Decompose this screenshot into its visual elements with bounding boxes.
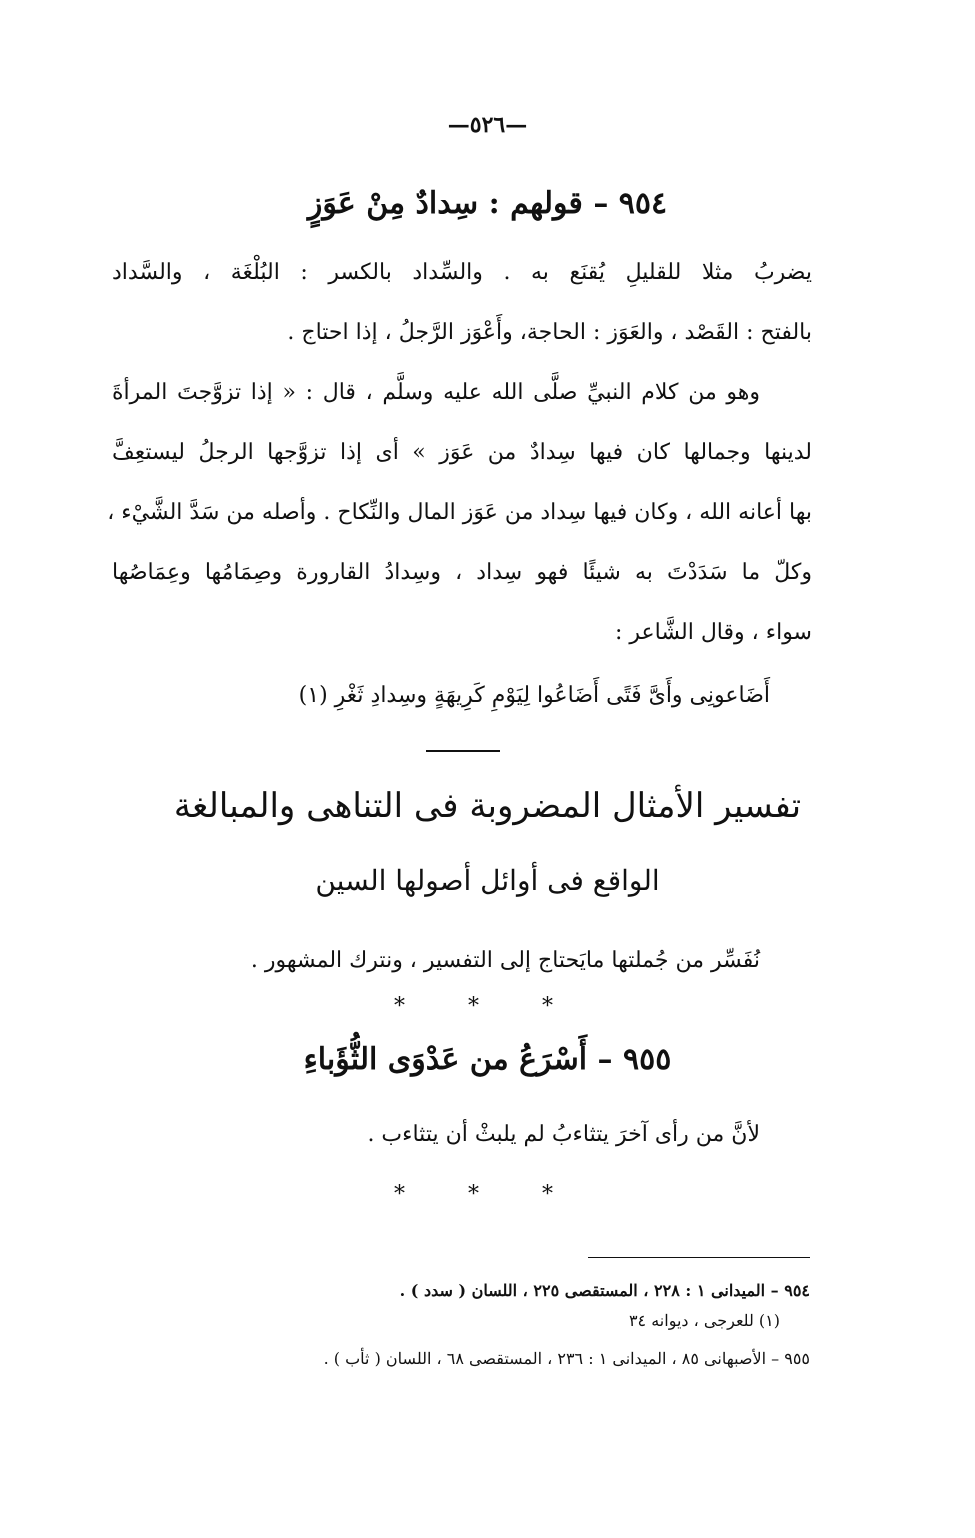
footnote-955: ٩٥٥ – الأصبهانى ٨٥ ، الميدانى ١ : ٢٣٦ ، المستقصى ٦٨ ، اللسان ( ثأب ) . [323, 1349, 810, 1368]
section-stars: * * * [394, 994, 581, 1019]
entry-954-line-7: سواء ، وقال الشَّاعر : [615, 620, 812, 645]
entry-954-line-2: بالفتح : القَصْد ، والعَوَز : الحاجة، وأَعْوَز الرَّجلُ ، إذا احتاج . [287, 320, 812, 345]
entry-954-line-5: بها أعانه الله ، وكان فيها سِداد من عَوَز المال والنِّكاح . وأصله من سَدَّ الشَّيْء ، [107, 500, 812, 525]
footnote-954: ٩٥٤ – الميدانى ١ : ٢٢٨ ، المستقصى ٢٢٥ ، اللسان ( سدد ) . [399, 1281, 810, 1300]
entry-954-line-1: يضربُ مثلا للقليلِ يُقنَع به . والسِّداد بالكسر : البُلْغَة ، والسَّداد [112, 260, 812, 285]
entry-955-stars: * * * [394, 1182, 581, 1207]
section-divider [426, 750, 500, 752]
page-number: —٥٢٦— [447, 112, 528, 138]
entry-954-line-4: لدينها وجمالها كان فيها سِدادٌ من عَوَز » أى إذا تزوَّجها الرجلُ ليستعِفَّ [112, 440, 812, 465]
entry-954-line-6: وكلّ ما سَدَدْتَ به شيئًا فهو سِداد ، وسِدادُ القارورة وصِمَامُها وعِمَاصُها [112, 560, 812, 585]
section-intro: نُفَسِّر من جُملتها مايَحتاج إلى التفسير ، ونترك المشهور . [250, 948, 760, 973]
entry-954-title: ٩٥٤ – قولهم : سِدادٌ مِنْ عَوَزٍ [307, 186, 668, 221]
poem-verse: أَضَاعونِى وأَىَّ فَتًى أَضَاعُوا لِيَوْمِ كَرِيهَةٍ وسِدادِ ثَغْرِ (١) [298, 683, 770, 708]
footnote-rule [588, 1257, 810, 1258]
section-title: تفسير الأمثال المضروبة فى التناهى والمبالغة [173, 786, 802, 826]
section-subtitle: الواقع فى أوائل أصولها السين [315, 864, 660, 897]
entry-955-title: ٩٥٥ – أَسْرَعُ من عَدْوَى الثُّؤَباءِ [303, 1042, 672, 1077]
entry-954-line-3: وهو من كلام النبيِّ صلَّى الله عليه وسلَّم ، قال : « إذا تزوَّجتَ المرأةَ [112, 380, 760, 405]
footnote-poem-source: (١) للعرجى ، ديوانه ٣٤ [628, 1311, 780, 1330]
entry-955-line: لأنَّ من رأى آخرَ يتثاءبُ لم يلبثْ أن يتثاءب . [367, 1122, 760, 1147]
